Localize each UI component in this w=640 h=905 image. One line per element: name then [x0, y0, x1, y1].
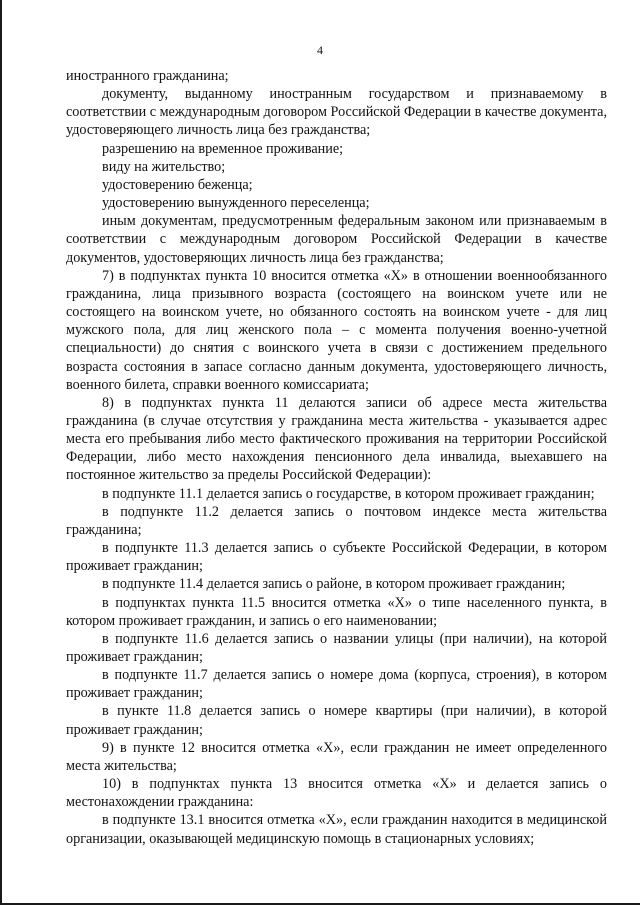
paragraph-6: удостоверению вынужденного переселенца;	[102, 195, 370, 212]
paragraph-7: иным документам, предусмотренным федеральным законом или признаваемым в соответствии с международным договором Российской Федерации в качестве документов, удостоверяющих личность лица без гражданства;	[66, 213, 607, 266]
paragraph-18: 9) в пункте 12 вносится отметка «X», если гражданин не имеет определенного места жительства;	[66, 739, 607, 774]
paragraph-8: 7) в подпунктах пункта 10 вносится отметка «X» в отношении военнообязанного гражданина, лица призывного возраста (состоящего на воинском учете или не состоящего на воинском учете, но обязанного состоять на воинском учете - для лиц мужского пола, для лиц женского пола – с момента получения военно-учетной специальности) до снятия с воинского учета в связи с достижением предельного возраста состояния в запасе согласно данным документа, удостоверяющего личность, военного билета, справки военного комиссариата;	[66, 267, 607, 393]
paragraph-3: разрешению на временное проживание;	[102, 140, 344, 157]
paragraph-1: иностранного гражданина;	[66, 68, 229, 84]
paragraph-5: удостоверению беженца;	[102, 176, 253, 193]
paragraph-10: в подпункте 11.1 делается запись о государстве, в котором проживает гражданин;	[102, 485, 595, 502]
paragraph-15: в подпункте 11.6 делается запись о названии улицы (при наличии), на которой проживает гражданин;	[66, 630, 607, 665]
paragraph-2: документу, выданному иностранным государством и признаваемому в соответствии с международным договором Российской Федерации в качестве документа, удостоверяющего личность лица без гражданства;	[66, 86, 607, 139]
paragraph-14: в подпунктах пункта 11.5 вносится отметка «X» о типе населенного пункта, в котором проживает гражданин, и запись о его наименовании;	[66, 594, 607, 629]
paragraph-4: виду на жительство;	[102, 158, 226, 175]
paragraph-16: в подпункте 11.7 делается запись о номере дома (корпуса, строения), в котором проживает гражданин;	[66, 667, 607, 702]
paragraph-9: 8) в подпунктах пункта 11 делаются записи об адресе места жительства гражданина (в случае отсутствия у гражданина места жительства - указывается адрес места его пребывания либо место фактического проживания на территории Российской Федерации, либо место нахождения пенсионного дела инвалида, выехавшего на постоянное жительство за пределы Российской Федерации):	[66, 394, 607, 484]
document-body	[66, 67, 607, 848]
paragraph-19: 10) в подпунктах пункта 13 вносится отметка «X» и делается запись о местонахождении гражданина:	[66, 776, 607, 811]
paragraph-11: в подпункте 11.2 делается запись о почтовом индексе места жительства гражданина;	[66, 503, 607, 538]
paragraph-20: в подпункте 13.1 вносится отметка «X», если гражданин находится в медицинской организации, оказывающей медицинскую помощь в стационарных условиях;	[66, 812, 607, 847]
paragraph-12: в подпункте 11.3 делается запись о субъекте Российской Федерации, в котором проживает гражданин;	[66, 540, 607, 575]
paragraph-13: в подпункте 11.4 делается запись о районе, в котором проживает гражданин;	[102, 576, 566, 593]
paragraph-17: в пункте 11.8 делается запись о номере квартиры (при наличии), в которой проживает гражданин;	[66, 703, 607, 738]
scan-border-left	[0, 0, 2, 905]
page-number: 4	[317, 43, 323, 57]
